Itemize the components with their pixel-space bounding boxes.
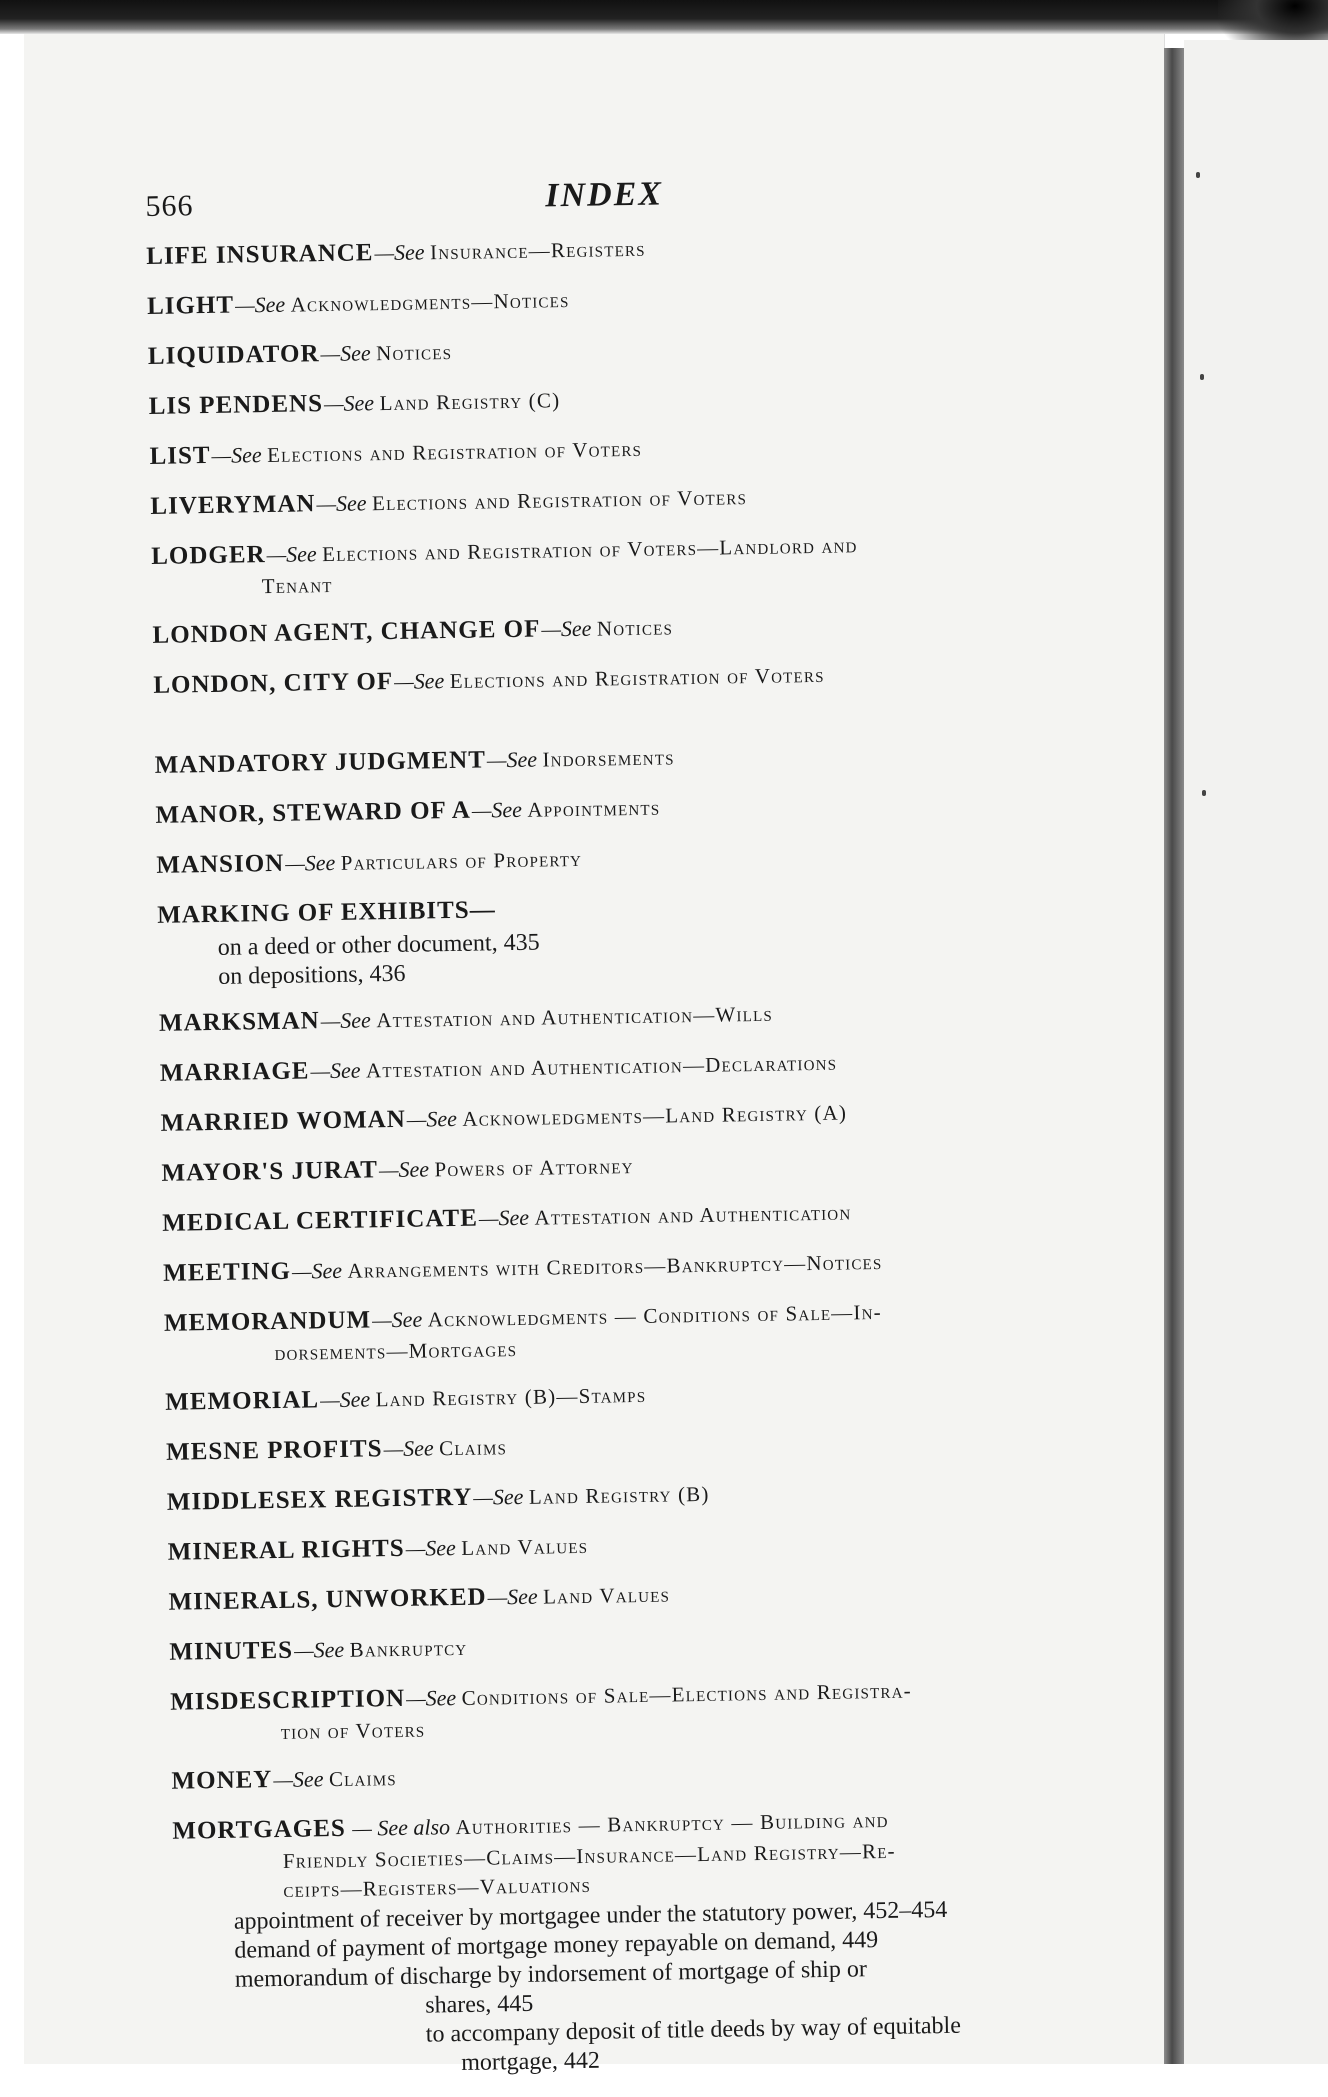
scan-top-border — [0, 0, 1328, 34]
see-text: See — [425, 1535, 456, 1561]
see-also-text: See also — [377, 1814, 451, 1841]
index-entry — [147, 274, 1107, 326]
see-label: —See — [471, 796, 523, 823]
see-label: —See — [405, 1685, 457, 1711]
entry-subentry-continued: shares, 445 — [425, 1990, 534, 2019]
entry-headword: LIS PENDENS — [148, 390, 324, 420]
index-entry — [171, 1749, 1131, 1801]
entry-headword: MANDATORY JUDGMENT — [154, 746, 487, 779]
see-text: See — [425, 1685, 457, 1711]
see-text: See — [413, 668, 445, 694]
entry-cross-reference-continued: tion of Voters — [280, 1717, 426, 1744]
entry-subentry: on a deed or other document, 435 — [217, 929, 540, 961]
entry-headword: MARRIED WOMAN — [160, 1105, 407, 1137]
see-text: See — [292, 1766, 324, 1792]
next-page-margin — [1184, 40, 1328, 2064]
index-entry — [170, 1670, 1131, 1751]
index-entry — [162, 1191, 1122, 1243]
entry-cross-reference: Acknowledgments—Notices — [290, 287, 570, 317]
index-entry — [165, 1370, 1125, 1422]
entry-cross-reference-continued: ceipts—Registers—Valuations — [283, 1872, 592, 1902]
entry-cross-reference: Indorsements — [542, 745, 675, 772]
see-text: See — [335, 490, 367, 516]
index-entry — [169, 1620, 1129, 1672]
entry-headword: MANSION — [156, 849, 285, 879]
entry-headword: MIDDLESEX REGISTRY — [166, 1483, 473, 1516]
index-text — [145, 164, 1137, 2097]
see-text: See — [285, 541, 317, 567]
see-text: See — [506, 746, 538, 773]
see-text: See — [393, 239, 425, 265]
entry-cross-reference: Bankruptcy — [349, 1635, 468, 1662]
page-number: 566 — [145, 189, 194, 223]
see-label: —See — [291, 1257, 343, 1284]
see-text: See — [329, 1057, 361, 1084]
index-entry — [148, 324, 1108, 376]
entry-cross-reference-continued: dorsements—Mortgages — [274, 1336, 518, 1366]
see-label: —See — [378, 1156, 430, 1183]
running-title: INDEX — [545, 175, 664, 215]
see-text: See — [492, 1483, 524, 1510]
see-label: —See — [383, 1435, 434, 1462]
see-label: —See — [486, 746, 538, 773]
see-label: —See — [371, 1306, 423, 1333]
entry-cross-reference: Arrangements with Creditors—Bankruptcy—Notices — [347, 1249, 883, 1283]
entry-subentry: appointment of receiver by mortgagee under the statutory power, 452–454 — [233, 1896, 948, 1935]
index-entry — [149, 424, 1109, 476]
entry-headword: MAYOR'S JURAT — [161, 1156, 379, 1187]
see-label: —See — [266, 541, 317, 568]
entry-headword: MEMORIAL — [165, 1386, 320, 1416]
entry-headword: LODGER — [151, 541, 266, 570]
see-text: See — [311, 1257, 343, 1284]
entry-headword: MORTGAGES — [172, 1814, 347, 1845]
entry-cross-reference-continued: Tenant — [261, 572, 333, 599]
entry-headword: LONDON AGENT, CHANGE OF — [152, 615, 541, 649]
see-text: See — [506, 1583, 538, 1610]
entry-cross-reference: Land Registry (B)—Stamps — [375, 1382, 647, 1412]
entry-cross-reference: Attestation and Authentication—Declarations — [365, 1050, 838, 1083]
entry-cross-reference: Land Registry (B) — [528, 1481, 710, 1509]
see-label: —See — [473, 1483, 524, 1510]
see-text: See — [340, 1007, 372, 1033]
entry-cross-reference: Notices — [375, 339, 453, 366]
entry-headword: MARKING OF EXHIBITS— — [156, 896, 496, 929]
see-label: —See — [310, 1057, 361, 1084]
see-text: See — [498, 1204, 530, 1231]
see-label: —See — [320, 340, 371, 367]
entry-cross-reference: Claims — [438, 1435, 508, 1461]
entry-headword: LIGHT — [146, 291, 235, 320]
entry-headword: MINUTES — [169, 1636, 294, 1666]
entry-cross-reference: Elections and Registration of Voters — [449, 662, 825, 694]
entry-headword: MANOR, STEWARD OF A — [155, 796, 472, 829]
entry-cross-reference: Land Values — [542, 1582, 671, 1609]
index-group-m — [154, 733, 1116, 885]
index-entry-marking — [157, 883, 1118, 993]
index-entry — [160, 1091, 1120, 1143]
see-label: —See — [316, 490, 367, 517]
see-label: —See — [323, 390, 375, 417]
entry-subentry: to accompany deposit of title deeds by way of equitable — [425, 2012, 962, 2048]
index-entry — [151, 524, 1112, 605]
entry-headword: LIVERYMAN — [150, 490, 316, 520]
entry-cross-reference: Appointments — [527, 795, 661, 822]
index-entry — [167, 1520, 1127, 1572]
see-label: —See — [284, 849, 336, 876]
entry-cross-reference: Particulars of Property — [340, 846, 583, 875]
see-text: See — [339, 340, 371, 366]
see-label: —See — [211, 442, 262, 468]
index-entry — [159, 991, 1119, 1043]
entry-subentry: on depositions, 436 — [218, 960, 406, 990]
see-text: See — [391, 1306, 423, 1333]
entry-cross-reference: Conditions of Sale—Elections and Registra- — [461, 1678, 913, 1710]
entry-cross-reference: Notices — [596, 615, 674, 641]
entry-headword: MISDESCRIPTION — [170, 1684, 406, 1716]
index-entry — [168, 1570, 1128, 1622]
index-entry — [153, 653, 1113, 705]
index-entry — [150, 474, 1110, 526]
entry-subentry-continued: mortgage, 442 — [461, 2047, 601, 2077]
entry-headword: MESNE PROFITS — [165, 1435, 383, 1466]
entry-headword: LIFE INSURANCE — [146, 239, 374, 270]
see-label: —See — [234, 291, 286, 318]
entry-cross-reference: Acknowledgments—Land Registry (A) — [462, 1100, 848, 1131]
index-group-l — [146, 224, 1114, 705]
index-entry — [160, 1041, 1120, 1093]
entry-cross-reference: Insurance—Registers — [429, 236, 646, 265]
see-text: See — [254, 291, 286, 318]
see-label: —See — [405, 1535, 456, 1561]
entry-cross-reference: Attestation and Authentication — [534, 1200, 852, 1230]
entry-cross-reference: Elections and Registration of Voters — [371, 485, 748, 516]
entry-cross-reference: Land Registry (C) — [379, 388, 561, 416]
see-label: —See — [478, 1204, 530, 1231]
speck-mark — [1196, 172, 1200, 178]
index-entry-mortgages — [172, 1799, 1136, 2083]
see-label: —See — [393, 668, 445, 694]
entry-headword: MARKSMAN — [158, 1007, 320, 1037]
see-text: See — [304, 849, 336, 876]
see-text: See — [313, 1636, 345, 1663]
entry-headword: LONDON, CITY OF — [153, 667, 394, 699]
see-text: See — [402, 1435, 434, 1461]
see-text: See — [398, 1156, 430, 1182]
see-text: See — [343, 390, 375, 416]
index-entry — [155, 783, 1115, 835]
entry-cross-reference: Acknowledgments — Conditions of Sale—In- — [427, 1299, 883, 1332]
index-entry — [166, 1420, 1126, 1472]
index-entry — [164, 1291, 1125, 1372]
index-entry — [163, 1241, 1123, 1293]
see-label: —See — [541, 615, 592, 642]
index-entry — [161, 1141, 1121, 1193]
entry-cross-reference: Authorities — Bankruptcy — Building and — [455, 1807, 889, 1840]
entry-cross-reference: Claims — [328, 1766, 398, 1792]
see-label: —See — [319, 1386, 371, 1413]
entry-subentry: memorandum of discharge by indorsement of mortgage of ship or — [234, 1956, 868, 1993]
see-label: —See — [406, 1105, 458, 1132]
index-entry — [148, 374, 1108, 426]
index-entry — [152, 603, 1112, 655]
page-stack-edge — [1164, 48, 1184, 2064]
entry-headword: MARRIAGE — [159, 1057, 310, 1087]
entry-headword: MEETING — [162, 1257, 292, 1287]
index-entry — [167, 1470, 1127, 1522]
see-label: —See — [320, 1007, 372, 1034]
see-label: —See — [293, 1636, 345, 1663]
see-text: See — [230, 442, 262, 468]
entry-cross-reference: Elections and Registration of Voters—Landlord and — [321, 533, 858, 567]
entry-headword: MEMORANDUM — [163, 1306, 372, 1337]
see-text: See — [426, 1105, 458, 1132]
see-label: —See — [374, 239, 425, 266]
see-label: —See — [273, 1766, 324, 1793]
entry-cross-reference: Land Values — [461, 1533, 589, 1560]
entry-headword: MINERAL RIGHTS — [167, 1534, 405, 1566]
entry-cross-reference: Powers of Attorney — [434, 1154, 634, 1182]
entry-headword: MONEY — [171, 1766, 273, 1795]
speck-mark — [1200, 374, 1204, 380]
see-label: —See — [487, 1583, 538, 1610]
entry-cross-reference: Elections and Registration of Voters — [266, 436, 643, 468]
see-text: See — [491, 796, 523, 823]
see-text: See — [339, 1386, 371, 1412]
see-text: See — [560, 615, 592, 642]
entry-headword: MEDICAL CERTIFICATE — [162, 1204, 479, 1237]
entry-headword: LIQUIDATOR — [147, 340, 320, 370]
entry-headword: LIST — [149, 441, 211, 470]
index-group-m2 — [159, 991, 1132, 1801]
speck-mark — [1202, 790, 1206, 796]
entry-cross-reference: Attestation and Authentication—Wills — [376, 1001, 774, 1033]
entry-cross-reference-continued: Friendly Societies—Claims—Insurance—Land Registry—Re- — [282, 1838, 896, 1873]
entry-headword: MINERALS, UNWORKED — [168, 1583, 487, 1616]
see-also-label: — See also — [346, 1814, 451, 1841]
index-entry — [156, 833, 1116, 885]
entry-subentry: demand of payment of mortgage money repayable on demand, 449 — [234, 1927, 879, 1964]
